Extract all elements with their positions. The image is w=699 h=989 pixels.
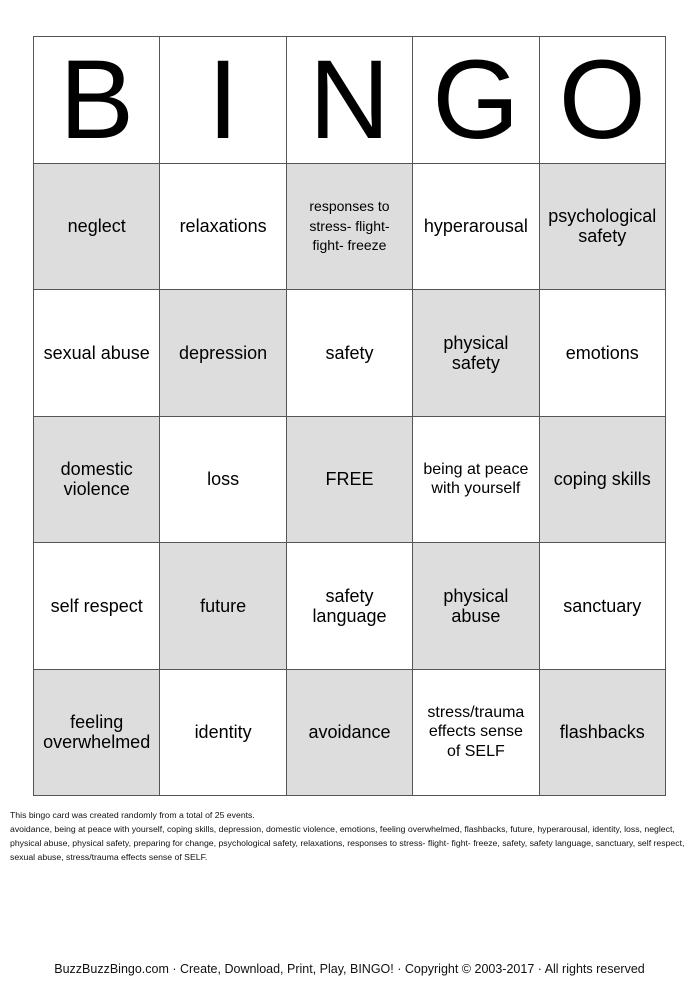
header-letter: B: [59, 37, 135, 163]
bingo-cell: [160, 164, 286, 291]
cell-text: avoidance: [308, 722, 391, 743]
cell-text: safety language: [312, 585, 387, 626]
cell-text: psychological safety: [548, 206, 657, 247]
header-cell-g: [413, 37, 539, 164]
cell-text: safety: [325, 342, 374, 363]
bingo-cell: [540, 417, 666, 544]
cell-text: domestic violence: [60, 459, 133, 500]
bingo-cell: [540, 543, 666, 670]
bingo-cell: [287, 290, 413, 417]
cell-text: neglect: [67, 216, 126, 237]
bingo-row-5: [34, 670, 666, 797]
notes-intro: This bingo card was created randomly from a total of 25 events.: [10, 810, 255, 820]
free-space-cell: [287, 417, 413, 544]
cell-text: emotions: [565, 342, 639, 363]
bingo-cell: [287, 670, 413, 797]
header-cell-o: [540, 37, 666, 164]
header-row: [34, 37, 666, 164]
cell-text: physical safety: [443, 332, 509, 373]
bingo-cell: [287, 543, 413, 670]
cell-text: FREE: [325, 469, 374, 490]
cell-text: stress/trauma effects sense of SELF: [427, 703, 525, 760]
cell-text: identity: [194, 722, 252, 743]
bingo-cell: [34, 670, 160, 797]
cell-text: hyperarousal: [423, 216, 528, 237]
cell-text: relaxations: [179, 216, 267, 237]
cell-text: responses to stress- flight- fight- freeze: [309, 198, 390, 253]
bingo-cell: [540, 290, 666, 417]
bingo-cell: [413, 164, 539, 291]
bingo-cell: [540, 164, 666, 291]
cell-text: flashbacks: [559, 722, 645, 743]
cell-text: being at peace with yourself: [423, 460, 529, 498]
bingo-cell: [34, 164, 160, 291]
bingo-row-4: [34, 543, 666, 670]
bingo-cell: [160, 670, 286, 797]
cell-text: feeling overwhelmed: [43, 712, 151, 753]
bingo-cell: [413, 670, 539, 797]
cell-text: self respect: [50, 595, 143, 616]
cell-text: physical abuse: [443, 585, 509, 626]
bingo-cell: [287, 164, 413, 291]
bingo-cell: [160, 290, 286, 417]
bingo-row-1: [34, 164, 666, 291]
bingo-cell: [413, 543, 539, 670]
bingo-cell: [34, 290, 160, 417]
bingo-card: [33, 36, 666, 796]
bingo-cell: [34, 417, 160, 544]
header-letter: O: [558, 37, 646, 163]
cell-text: sexual abuse: [43, 342, 150, 363]
notes-event-list: avoidance, being at peace with yourself, coping skills, depression, domestic violence, emotions, feeling overwhelmed, flashbacks, future, hyperarousal, identity, loss, neglect, physical abuse, physical safety, preparing for change, psychological safety, relaxations, responses to stress- flight- fight- freeze, safety, safety language, sanctuary, self respect, sexual abuse, stress/trauma effects sense of SELF.: [10, 824, 685, 862]
header-cell-n: [287, 37, 413, 164]
header-letter: I: [207, 37, 239, 163]
bingo-cell: [540, 670, 666, 797]
header-cell-i: [160, 37, 286, 164]
bingo-cell: [413, 290, 539, 417]
card-notes: [10, 808, 690, 864]
cell-text: loss: [207, 469, 240, 490]
header-letter: N: [309, 37, 390, 163]
cell-text: sanctuary: [563, 595, 642, 616]
bingo-cell: [413, 417, 539, 544]
header-letter: G: [432, 37, 520, 163]
cell-text: coping skills: [553, 469, 651, 490]
header-cell-b: [34, 37, 160, 164]
bingo-cell: [160, 417, 286, 544]
cell-text: depression: [179, 342, 268, 363]
bingo-row-3: [34, 417, 666, 544]
page-footer: BuzzBuzzBingo.com · Create, Download, Print, Play, BINGO! · Copyright © 2003-2017 · All rights reserved: [54, 962, 645, 976]
cell-text: future: [200, 595, 247, 616]
bingo-cell: [160, 543, 286, 670]
bingo-cell: [34, 543, 160, 670]
bingo-row-2: [34, 290, 666, 417]
